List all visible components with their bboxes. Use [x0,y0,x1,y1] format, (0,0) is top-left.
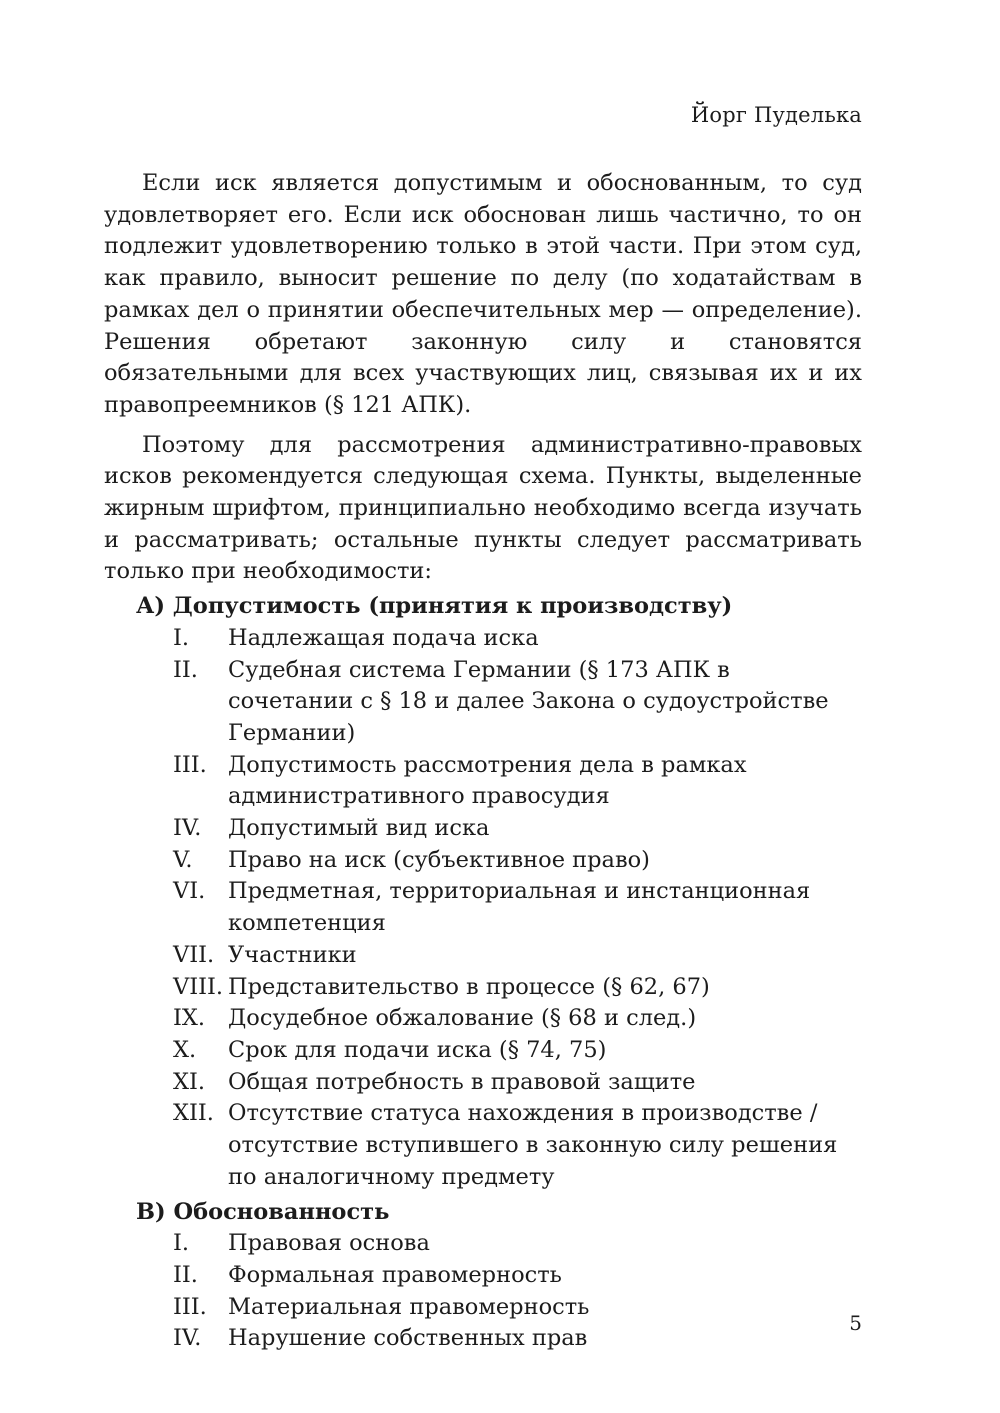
item-number: VII. [173,941,215,968]
item-number: II. [173,1261,198,1288]
item-text: Материальная правомерность [228,1293,590,1320]
item-number: IV. [173,815,202,842]
item-number: X. [173,1036,197,1063]
item-number: II. [173,656,198,683]
section-admissibility [104,591,862,1193]
item-number: VIII. [173,973,224,1000]
page-number: 5 [849,1311,862,1335]
list-item [173,972,862,1004]
item-text: Надлежащая подача иска [228,624,539,651]
list-item [173,750,862,813]
list-item [173,813,862,845]
item-text: Нарушение собственных прав [228,1325,588,1352]
list-item [173,623,862,655]
running-head: Йорг Пуделька [690,103,862,127]
list-item [173,1228,862,1260]
item-number: XI. [173,1068,206,1095]
list-item [173,1260,862,1292]
list-item [173,1035,862,1067]
item-number: IV. [173,1325,202,1352]
list-item [173,845,862,877]
item-text: Представительство в процессе (§ 62, 67) [228,973,710,1000]
item-number: VI. [173,878,206,905]
section-merits [104,1197,862,1356]
item-text: Судебная система Германии (§ 173 АПК в сочетании с § 18 и далее Закона о судоустройстве Германии) [228,656,829,746]
item-text: Предметная, территориальная и инстанционная компетенция [228,878,811,937]
list-item [173,1003,862,1035]
list-item [173,1292,862,1324]
list-item [173,876,862,939]
list-item [173,655,862,750]
list-item [173,940,862,972]
item-number: XII. [173,1100,214,1127]
item-text: Срок для подачи иска (§ 74, 75) [228,1036,607,1063]
list-item [173,1067,862,1099]
item-text: Допустимый вид иска [228,815,490,842]
item-text: Допустимость рассмотрения дела в рамках административного правосудия [228,751,747,810]
paragraph: Если иск является допустимым и обоснованным, то суд удовлетворяет его. Если иск обоснован лишь частично, то он подлежит удовлетворению только в этой части. При этом суд, как правило, выносит решение по делу (по ходатайствам в рамках дел о принятии обеспечительных мер — определение). Решения обретают законную силу и становятся обязательными для всех участвующих лиц, связывая их и их правопреемников (§ 121 АПК). [104,170,862,418]
item-text: Отсутствие статуса нахождения в производстве / отсутствие вступившего в законную силу решения по аналогичному предмету [228,1100,838,1190]
item-text: Право на иск (субъективное право) [228,846,650,873]
item-number: IX. [173,1005,206,1032]
item-number: I. [173,1230,190,1257]
page-body [104,168,862,1355]
list-item [173,1323,862,1355]
item-text: Правовая основа [228,1230,430,1257]
item-number: III. [173,751,207,778]
item-number: III. [173,1293,207,1320]
item-text: Формальная правомерность [228,1261,562,1288]
item-text: Участники [228,941,357,968]
list-item [173,1098,862,1193]
paragraph: Поэтому для рассмотрения административно-правовых исков рекомендуется следующая схема. Пункты, выделенные жирным шрифтом, принципиально необходимо всегда изучать и рассматривать; остальные пункты следует рассматривать только при необходимости: [104,431,862,585]
section-heading: А) Допустимость (принятия к производству) [136,593,733,620]
section-heading: В) Обоснованность [136,1198,390,1225]
item-text: Общая потребность в правовой защите [228,1068,696,1095]
item-number: V. [173,846,193,873]
item-number: I. [173,624,190,651]
item-text: Досудебное обжалование (§ 68 и след.) [228,1005,697,1032]
